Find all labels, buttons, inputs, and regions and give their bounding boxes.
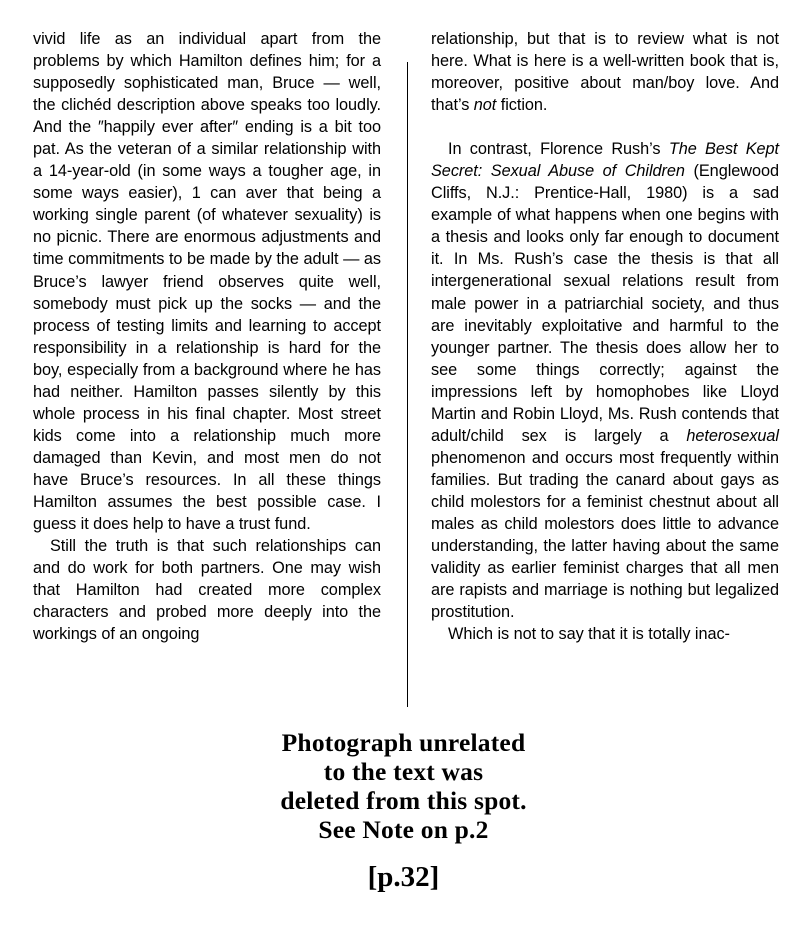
body-columns [0,28,807,688]
text-run: fiction. [496,96,548,115]
text-column-right [431,28,779,645]
paragraph: Still the truth is that such relationships can and do work for both partners. One may wish that Hamilton had created more complex characters and probed more deeply into the workings of an ongoing [33,537,381,644]
paragraph [431,138,779,623]
text-column-left [33,28,381,645]
note-line: deleted from this spot. [280,786,527,815]
column-divider-rule [407,62,408,707]
italic-text: heterosexual [686,426,779,445]
italic-text: The Best Kept Secret: Sexual Abuse of Children [431,140,779,181]
italic-text: not [473,96,497,115]
note-line: Photograph unrelated [281,728,526,757]
note-line: See Note on p.2 [318,815,489,844]
text-run: phenomenon and occurs most frequently within families. But trading the canard about gays as child molestors for a feminist chestnut about all males as child molestors does little to advance understanding, the latter having about the same validity as earlier feminist charges that all men are rapists and marriage is nothing but legalized prostitution. [431,448,779,622]
note-line: to the text was [323,757,484,786]
text-run: (Englewood Cliffs, N.J.: Prentice-Hall, 1980) is a sad example of what happens when one begins with a thesis and looks only far enough to document it. In Ms. Rush’s case the thesis is that all intergenerational sexual relations result from male power in a patriarchial society, and thus are inevitably exploitative and harmful to the younger partner. The thesis does allow her to see some things correctly; against the impressions left by homophobes like Lloyd Martin and Robin Lloyd, Ms. Rush contends that adult/child sex is largely a [431,162,779,445]
paragraph [431,623,779,645]
text-run: relationship, but that is to review what is not here. What is here is a well-written book that is, moreover, positive about man/boy love. And that’s [431,30,779,115]
text-run: Which is not to say that it is totally inac- [448,625,730,644]
deleted-photo-note [0,728,807,844]
page-number: [p.32] [367,861,440,893]
paragraph: vivid life as an individual apart from the problems by which Hamilton defines him; for a supposedly sophisticated man, Bruce — well, the clichéd description above speaks too loudly. And the ″happily ever after″ ending is a bit too pat. As the veteran of a similar relationship with a 14-year-old (in some ways a tougher age, in some ways easier), 1 can aver that being a working single parent (of whatever sexuality) is no picnic. There are enormous adjustments and time commitments to be made by the adult — as Bruce’s lawyer friend observes quite well, somebody must pick up the socks — and the process of testing limits and learning to accept responsibility in a relationship is hard for the boy, especially from a background where he has had neither. Hamilton passes silently by this whole process in his final chapter. Most street kids come into a relationship much more damaged than Kevin, and most men do not have Bruce’s resources. In all these things Hamilton assumes the best possible case. I guess it does help to have a trust fund. [33,30,381,534]
paragraph [431,28,779,116]
text-run: In contrast, Florence Rush’s [448,140,669,159]
